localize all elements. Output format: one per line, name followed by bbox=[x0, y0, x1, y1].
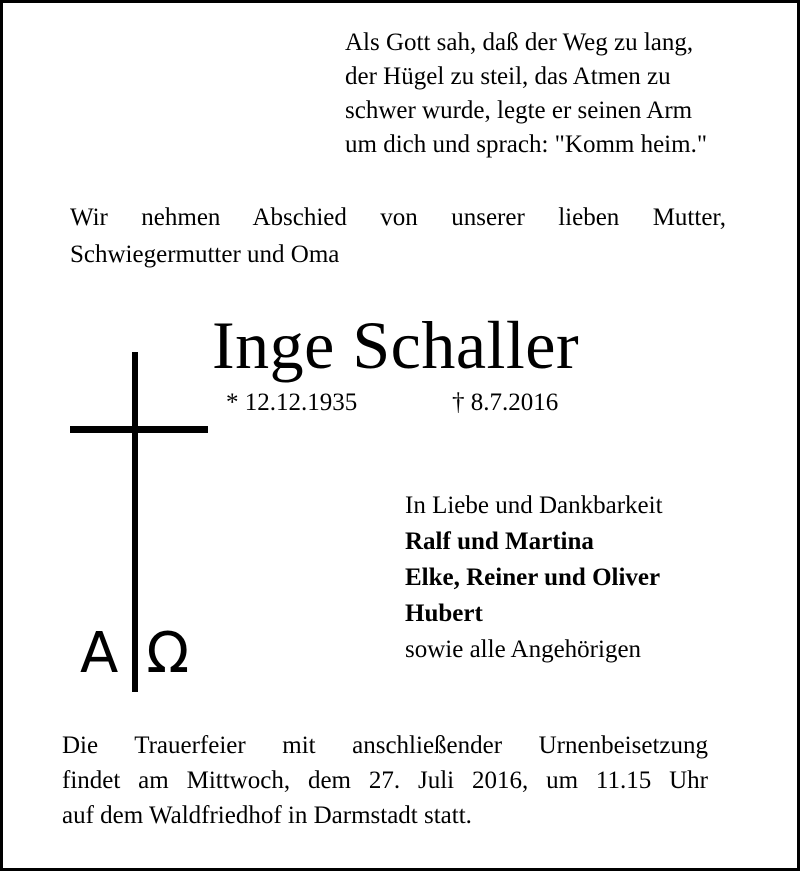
intro-line: Wir nehmen Abschied von unserer lieben Mutter, bbox=[70, 204, 726, 231]
intro-line: Schwiegermutter und Oma bbox=[70, 241, 340, 268]
ceremony-line: auf dem Waldfriedhof in Darmstadt statt. bbox=[62, 802, 472, 829]
alpha-letter: A bbox=[80, 621, 119, 686]
signer-name: Hubert bbox=[405, 600, 483, 627]
deceased-name: Inge Schaller bbox=[212, 307, 580, 383]
signers-opening: In Liebe und Dankbarkeit bbox=[405, 492, 663, 519]
signers-closing: sowie alle Angehörigen bbox=[405, 636, 642, 663]
poem-line: schwer wurde, legte er seinen Arm bbox=[345, 97, 693, 124]
farewell-intro bbox=[70, 199, 726, 273]
ceremony-line: Die Trauerfeier mit anschließender Urnenbeisetzung bbox=[62, 732, 708, 759]
poem-verse bbox=[345, 26, 765, 162]
signers-block bbox=[405, 488, 663, 668]
poem-line: Als Gott sah, daß der Weg zu lang, bbox=[345, 29, 694, 56]
omega-letter: Ω bbox=[146, 621, 190, 686]
death-date: † 8.7.2016 bbox=[452, 389, 559, 416]
birth-date: * 12.12.1935 bbox=[226, 389, 358, 416]
ceremony-notice bbox=[62, 728, 708, 833]
signer-name: Ralf und Martina bbox=[405, 528, 594, 555]
signer-name: Elke, Reiner und Oliver bbox=[405, 564, 661, 591]
ceremony-line: findet am Mittwoch, dem 27. Juli 2016, um 11.15 Uhr bbox=[62, 767, 708, 794]
alpha-omega-symbol bbox=[80, 622, 189, 686]
poem-line: um dich und sprach: "Komm heim." bbox=[345, 131, 708, 158]
poem-line: der Hügel zu steil, das Atmen zu bbox=[345, 63, 671, 90]
